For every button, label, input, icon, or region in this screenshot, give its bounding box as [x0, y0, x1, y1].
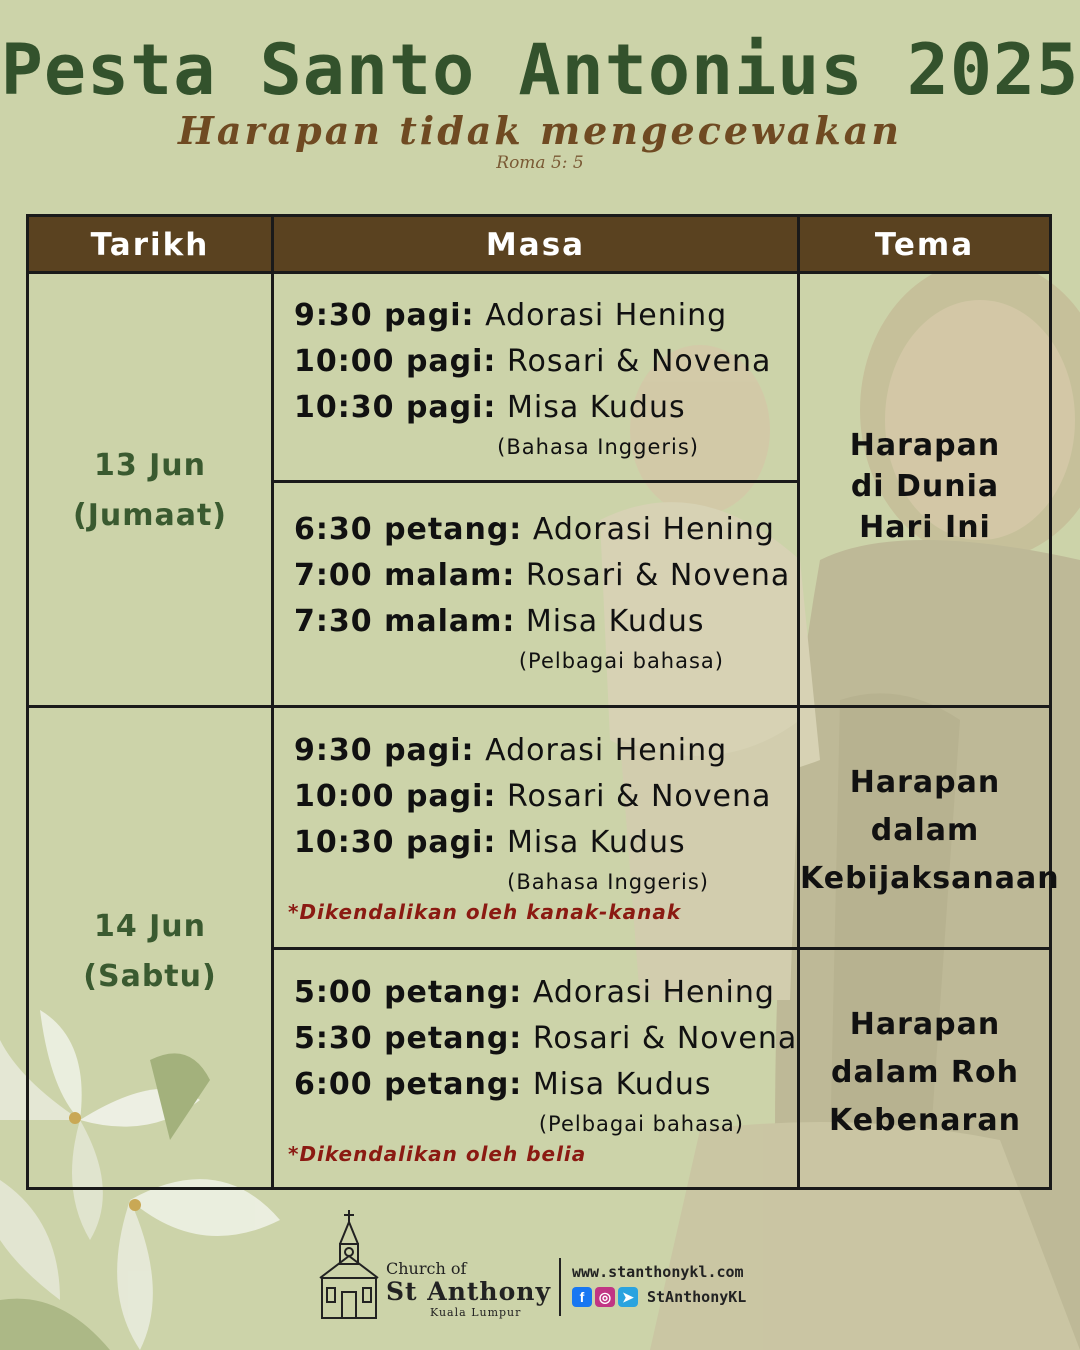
- telegram-icon[interactable]: ➤: [618, 1287, 638, 1307]
- table-divider: [274, 947, 1049, 950]
- table-divider: [274, 480, 797, 483]
- website-link[interactable]: www.stanthonykl.com: [572, 1263, 744, 1281]
- theme-line: Kebijaksanaan: [800, 861, 1060, 896]
- church-name-main: St Anthony: [386, 1277, 551, 1306]
- schedule-line: [294, 599, 794, 645]
- activity-label: Rosari & Novena: [506, 779, 772, 814]
- activity-label: Misa Kudus: [525, 604, 705, 639]
- bible-verse-reference: Roma 5: 5: [496, 153, 584, 173]
- weekday-label: (Sabtu): [83, 959, 217, 994]
- theme-line: Harapan: [849, 428, 1001, 463]
- language-note: (Pelbagai bahasa): [518, 649, 724, 673]
- time-label: 9:30 pagi:: [294, 298, 475, 333]
- schedule-line: [294, 970, 794, 1016]
- time-label: 6:30 petang:: [294, 512, 523, 547]
- page-subtitle: Harapan tidak mengecewakan: [178, 108, 902, 153]
- date-cell: [29, 441, 271, 541]
- time-label: 5:30 petang:: [294, 1021, 523, 1056]
- header: [0, 28, 1080, 174]
- theme-line: dalam Roh: [830, 1055, 1020, 1090]
- activity-label: Rosari & Novena: [525, 558, 791, 593]
- schedule-line: [294, 774, 794, 820]
- footer: [316, 1208, 776, 1323]
- time-label: 10:30 pagi:: [294, 825, 497, 860]
- column-header-time: Masa: [485, 227, 586, 263]
- time-label: 9:30 pagi:: [294, 733, 475, 768]
- church-name-line: Church of: [386, 1259, 467, 1278]
- session-block: [294, 293, 794, 463]
- led-by-note: *Dikendalikan oleh kanak-kanak: [288, 900, 682, 924]
- table-divider: [29, 705, 1049, 708]
- time-label: 10:00 pagi:: [294, 779, 497, 814]
- time-label: 10:00 pagi:: [294, 344, 497, 379]
- theme-line: Hari Ini: [859, 510, 991, 545]
- schedule-table: [26, 214, 1060, 1190]
- table-header-row: [29, 217, 1049, 271]
- theme-line: dalam: [870, 813, 980, 848]
- schedule-line: [294, 507, 794, 553]
- theme-line: di Dunia: [850, 469, 1000, 504]
- session-block: [288, 970, 798, 1168]
- schedule-line: [294, 1016, 798, 1062]
- schedule-line: [294, 728, 794, 774]
- church-name: [386, 1260, 551, 1320]
- church-location: Kuala Lumpur: [430, 1306, 522, 1319]
- time-label: 6:00 petang:: [294, 1067, 523, 1102]
- theme-line: Harapan: [849, 1007, 1001, 1042]
- activity-label: Rosari & Novena: [506, 344, 772, 379]
- date-label: 13 Jun: [93, 448, 207, 483]
- page-title: Pesta Santo Antonius 2025: [0, 29, 1080, 111]
- theme-line: Kebenaran: [829, 1103, 1021, 1138]
- theme-cell: [800, 425, 1050, 548]
- schedule-line: [294, 293, 794, 339]
- activity-label: Adorasi Hening: [532, 512, 775, 547]
- church-building-icon: [316, 1208, 382, 1320]
- activity-label: Misa Kudus: [532, 1067, 712, 1102]
- activity-label: Rosari & Novena: [532, 1021, 798, 1056]
- social-handle[interactable]: StAnthonyKL: [647, 1287, 747, 1306]
- session-block: [288, 728, 794, 926]
- column-header-theme: Tema: [874, 227, 975, 263]
- table-divider: [29, 271, 1049, 274]
- time-label: 5:00 petang:: [294, 975, 523, 1010]
- theme-cell: [800, 1001, 1050, 1145]
- social-links: [572, 1286, 746, 1308]
- schedule-line: [294, 1062, 794, 1108]
- weekday-label: (Jumaat): [72, 498, 228, 533]
- schedule-line: [294, 820, 794, 866]
- footer-divider: [559, 1258, 561, 1316]
- instagram-icon[interactable]: ◎: [595, 1287, 615, 1307]
- session-block: [294, 507, 794, 677]
- activity-label: Misa Kudus: [506, 390, 686, 425]
- language-note: (Bahasa Inggeris): [507, 870, 709, 894]
- theme-line: Harapan: [849, 765, 1001, 800]
- date-cell: [29, 902, 271, 1002]
- activity-label: Adorasi Hening: [532, 975, 775, 1010]
- schedule-line: [294, 339, 794, 385]
- activity-label: Adorasi Hening: [485, 298, 728, 333]
- time-label: 7:30 malam:: [294, 604, 516, 639]
- table-divider: [271, 217, 274, 1187]
- led-by-note: *Dikendalikan oleh belia: [288, 1142, 587, 1166]
- language-note: (Pelbagai bahasa): [538, 1112, 744, 1136]
- activity-label: Misa Kudus: [506, 825, 686, 860]
- schedule-line: [294, 553, 794, 599]
- time-label: 7:00 malam:: [294, 558, 516, 593]
- theme-cell: [800, 759, 1060, 903]
- activity-label: Adorasi Hening: [485, 733, 728, 768]
- facebook-icon[interactable]: f: [572, 1287, 592, 1307]
- language-note: (Bahasa Inggeris): [497, 435, 699, 459]
- time-label: 10:30 pagi:: [294, 390, 497, 425]
- column-header-date: Tarikh: [90, 227, 210, 263]
- schedule-line: [294, 385, 794, 431]
- date-label: 14 Jun: [93, 909, 207, 944]
